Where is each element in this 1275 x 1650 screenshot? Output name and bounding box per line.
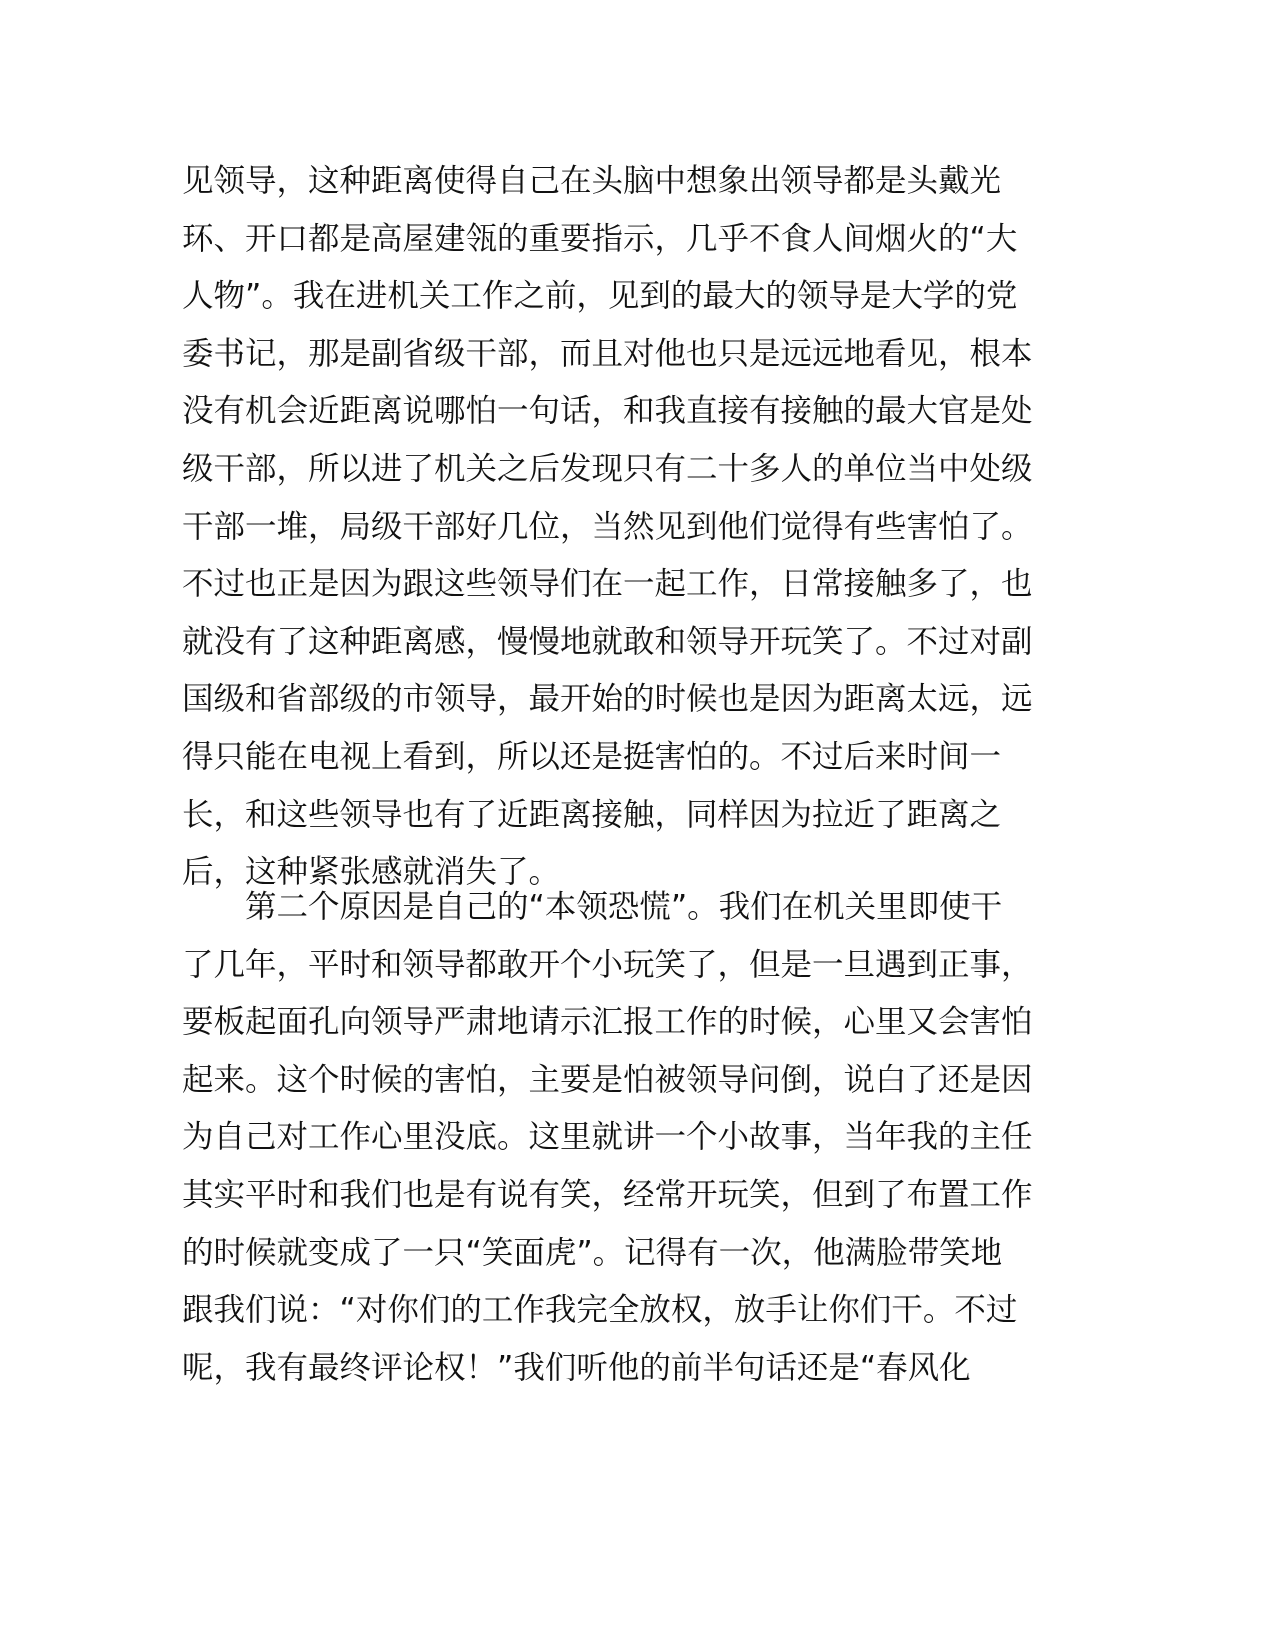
text-line: 不过也正是因为跟这些领导们在一起工作，日常接触多了，也: [182, 566, 1033, 603]
text-line: 了几年，平时和领导都敢开个小玩笑了，但是一旦遇到正事，: [182, 946, 1033, 983]
text-line: 得只能在电视上看到，所以还是挺害怕的。不过后来时间一: [182, 738, 1002, 775]
text-line: 跟我们说：“对你们的工作我完全放权，放手让你们干。不过: [182, 1292, 1018, 1329]
text-line: 没有机会近距离说哪怕一句话，和我直接有接触的最大官是处: [182, 393, 1033, 430]
text-line: 干部一堆，局级干部好几位，当然见到他们觉得有些害怕了。: [182, 508, 1033, 545]
paragraph-1: [182, 153, 1082, 902]
text-line: 为自己对工作心里没底。这里就讲一个小故事，当年我的主任: [182, 1119, 1033, 1156]
text-line-indented: 第二个原因是自己的“本领恐慌”。我们在机关里即使干: [245, 889, 1003, 925]
text-line: 起来。这个时候的害怕，主要是怕被领导问倒，说白了还是因: [182, 1061, 1033, 1098]
text-line: 委书记，那是副省级干部，而且对他也只是远远地看见，根本: [182, 335, 1033, 372]
text-line: 呢，我有最终评论权！”我们听他的前半句话还是“春风化: [182, 1349, 971, 1386]
text-line: 见领导，这种距离使得自己在头脑中想象出领导都是头戴光: [182, 163, 1002, 199]
text-line: 环、开口都是高屋建瓴的重要指示，几乎不食人间烟火的“大: [182, 220, 1018, 257]
text-line: 其实平时和我们也是有说有笑，经常开玩笑，但到了布置工作: [182, 1176, 1033, 1213]
text-line: 的时候就变成了一只“笑面虎”。记得有一次，他满脸带笑地: [182, 1234, 1003, 1271]
text-line: 级干部，所以进了机关之后发现只有二十多人的单位当中处级: [182, 450, 1033, 487]
text-line: 国级和省部级的市领导，最开始的时候也是因为距离太远，远: [182, 681, 1033, 718]
text-line: 就没有了这种距离感，慢慢地就敢和领导开玩笑了。不过对副: [182, 623, 1033, 660]
paragraph-2: [182, 879, 1082, 1397]
text-line: 长，和这些领导也有了近距离接触，同样因为拉近了距离之: [182, 796, 1002, 833]
text-line: 人物”。我在进机关工作之前，见到的最大的领导是大学的党: [182, 278, 1018, 315]
text-line: 后，这种紧张感就消失了。: [182, 854, 561, 891]
text-line: 要板起面孔向领导严肃地请示汇报工作的时候，心里又会害怕: [182, 1004, 1033, 1041]
